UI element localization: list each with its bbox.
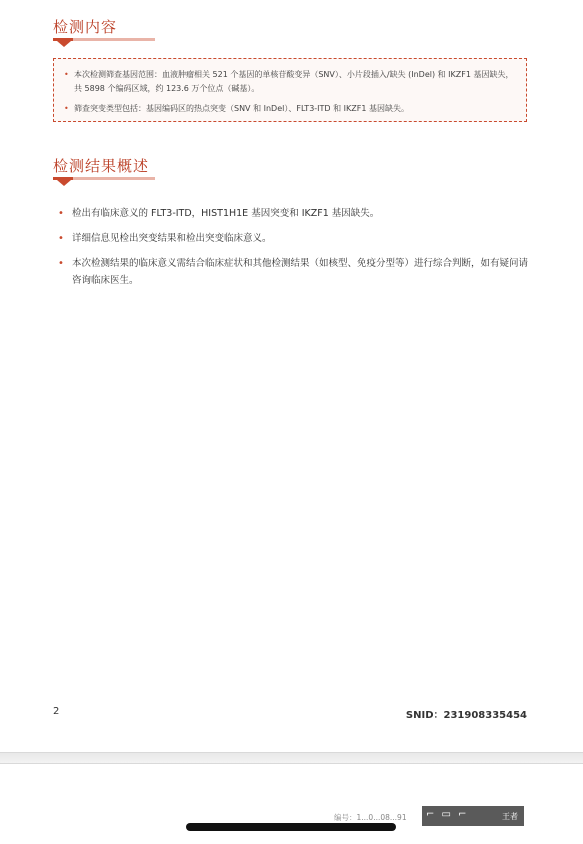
company-logo bbox=[422, 806, 524, 826]
list-item bbox=[58, 255, 528, 289]
list-item-text: 检出有临床意义的 FLT3-ITD，HIST1H1E 基因突变和 IKZF1 基因缺失。 bbox=[72, 208, 380, 219]
result-summary-list bbox=[58, 205, 528, 297]
snid-label: SNID：231908335454 bbox=[405, 710, 527, 721]
test-content-box bbox=[53, 58, 527, 122]
list-item-text: 详细信息见检出突变结果和检出突变临床意义。 bbox=[72, 233, 272, 244]
list-item bbox=[64, 68, 516, 96]
section-title-test-content: 检测内容 bbox=[53, 18, 118, 36]
home-indicator-bar[interactable] bbox=[186, 823, 396, 831]
title-marker-icon bbox=[57, 180, 71, 186]
list-item bbox=[64, 102, 516, 116]
list-item-text: 筛查突变类型包括：基因编码区的热点突变（SNV 和 InDel）、FLT3-ITD 和 IKZF1 基因缺失。 bbox=[74, 104, 409, 113]
document-number-label: 编号：1...0...08...91 bbox=[334, 813, 407, 822]
bullet-icon: • bbox=[64, 70, 69, 79]
list-item bbox=[58, 205, 528, 222]
title-underline-light bbox=[73, 38, 155, 41]
next-page-preview bbox=[0, 764, 583, 844]
section-title-result-summary: 检测结果概述 bbox=[53, 157, 150, 175]
list-item bbox=[58, 230, 528, 247]
list-item-text: 本次检测结果的临床意义需结合临床症状和其他检测结果（如核型、免疫分型等）进行综合判断，如有疑问请咨询临床医生。 bbox=[72, 258, 529, 286]
logo-text: 王者 bbox=[502, 812, 518, 821]
title-marker-icon bbox=[57, 41, 71, 47]
logo-mark-icon: ⌐ ▭ ⌐ bbox=[426, 809, 469, 820]
bullet-icon: • bbox=[58, 208, 64, 219]
bullet-icon: • bbox=[58, 233, 64, 244]
page-divider bbox=[0, 752, 583, 764]
bullet-icon: • bbox=[64, 104, 69, 113]
page-number: 2 bbox=[53, 706, 60, 717]
list-item-text: 本次检测筛查基因范围：血液肿瘤相关 521 个基因的单核苷酸变异（SNV）、小片段插入/缺失 (InDel) 和 IKZF1 基因缺失，共 5898 个编码区域，约 123.6 万个位点（碱基）。 bbox=[74, 70, 514, 93]
bullet-icon: • bbox=[58, 258, 64, 269]
title-underline-light bbox=[73, 177, 155, 180]
